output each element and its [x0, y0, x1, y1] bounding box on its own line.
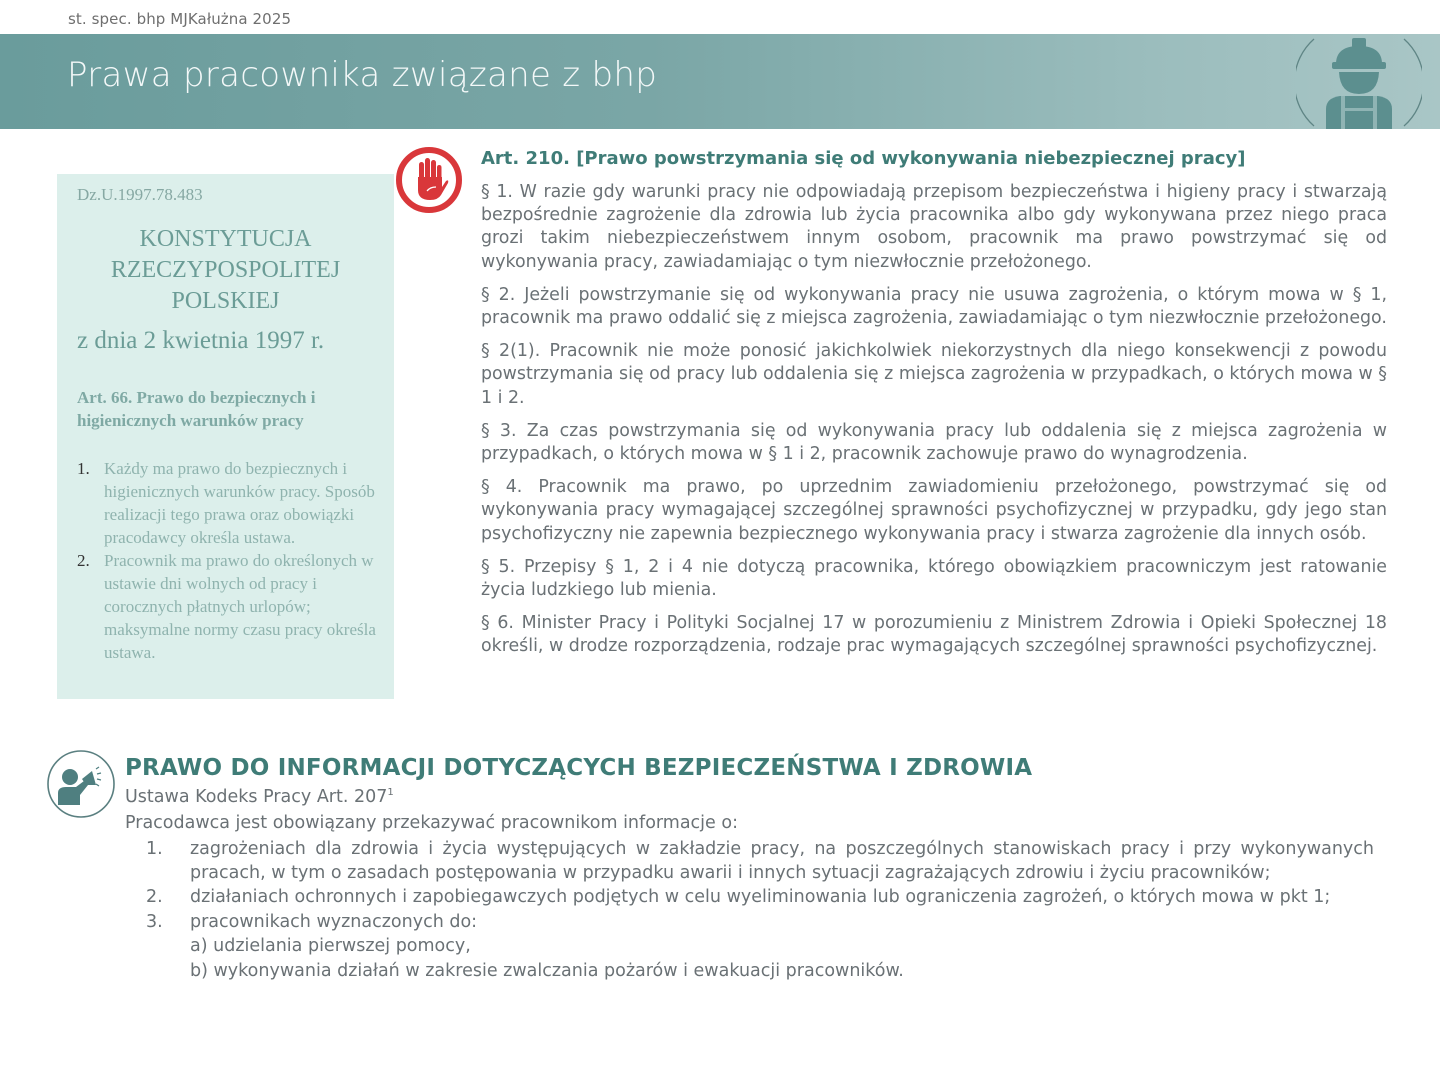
list-item [77, 457, 387, 549]
construction-worker-icon [1296, 34, 1422, 129]
constitution-excerpt [57, 174, 394, 699]
paragraph: § 1. W razie gdy warunki pracy nie odpowiadają przepisom bezpieczeństwa i higieny pracy i stwarzają bezpośrednie zagrożenie dla zdrowia lub życia pracownika albo gdy wykonywana przez niego praca grozi takim niebezpieczeństwem innym osobom, pracownik ma prawo powstrzymać się od wykonywania pracy, zawiadamiając o tym niezwłocznie przełożonego. [481, 182, 1387, 272]
paragraph: § 2(1). Pracownik nie może ponosić jakichkolwiek niekorzystnych dla niego konsekwencji z powodu powstrzymania się od pracy lub oddalenia się z miejsca zagrożenia w przypadkach, o których mowa w § 1 i 2. [481, 341, 1387, 408]
list-item [146, 838, 1374, 885]
title-banner [0, 34, 1440, 129]
source-text: Ustawa Kodeks Pracy Art. 207 [125, 787, 388, 807]
journal-reference: Dz.U.1997.78.483 [77, 185, 203, 204]
author-note: st. spec. bhp MJKałużna 2025 [68, 10, 292, 28]
list-item [77, 549, 387, 664]
stop-hand-icon [394, 145, 464, 215]
item-number: 1. [77, 459, 90, 478]
list-item [146, 911, 1374, 935]
information-section-title: PRAWO DO INFORMACJI DOTYCZĄCYCH BEZPIECZEŃSTWA I ZDROWIA [125, 755, 1033, 781]
item-text: działaniach ochronnych i zapobiegawczych podjętych w celu wyeliminowania lub ograniczenia zagrożeń, o których mowa w pkt 1; [190, 887, 1331, 907]
paragraph: § 2. Jeżeli powstrzymanie się od wykonywania pracy nie usuwa zagrożenia, o którym mowa w § 1, pracownik ma prawo oddalić się z miejsca zagrożenia, zawiadamiając o tym niezwłocznie przełożonego. [481, 284, 1387, 329]
item-text: zagrożeniach dla zdrowia i życia występujących w zakładzie pracy, na poszczególnych stanowiskach pracy i przy wykonywanych pracach, w tym o zasadach postępowania w przypadku awarii i innych sytuacji zagrażających zdrowiu i życiu pracowników; [190, 839, 1374, 883]
source-superscript: 1 [387, 787, 394, 799]
title-line: KONSTYTUCJA [139, 226, 312, 252]
article-210-body [481, 181, 1387, 669]
paragraph: § 5. Przepisy § 1, 2 i 4 nie dotyczą pracownika, którego obowiązkiem pracowniczym jest ratowanie życia ludzkiego lub mienia. [481, 556, 1387, 601]
megaphone-person-icon [46, 749, 116, 819]
paragraph: § 4. Pracownik ma prawo, po uprzednim zawiadomieniu przełożonego, powstrzymać się od wykonywania pracy wymagającej szczególnej sprawności psychofizycznej w przypadku, gdy jego stan psychofizyczny nie zapewnia bezpiecznego wykonywania pracy i stwarza zagrożenie dla innych osób. [481, 477, 1387, 544]
item-number: 3. [146, 911, 163, 932]
item-text: pracownikach wyznaczonych do: [190, 911, 478, 932]
title-line: RZECZYPOSPOLITEJ [110, 257, 341, 283]
information-intro: Pracodawca jest obowiązany przekazywać pracownikom informacje o: [125, 813, 738, 833]
sub-list-item: b) wykonywania działań w zakresie zwalczania pożarów i ewakuacji pracowników. [190, 960, 904, 981]
item-text: Każdy ma prawo do bezpiecznych i higienicznych warunków pracy. Sposób realizacji tego prawa oraz obowiązki pracodawcy określa ustawa. [104, 459, 375, 547]
item-number: 2. [146, 887, 163, 907]
sub-list-item: a) udzielania pierwszej pomocy, [190, 936, 471, 956]
paragraph: § 3. Za czas powstrzymania się od wykonywania pracy lub oddalenia się z miejsca zagrożenia w przypadkach, o których mowa w § 1 i 2, pracownik zachowuje prawo do wynagrodzenia. [481, 420, 1387, 465]
constitution-title [57, 224, 394, 317]
item-number: 2. [77, 551, 90, 570]
item-text: Pracownik ma prawo do określonych w ustawie dni wolnych od pracy i corocznych płatnych urlopów; maksymalne normy czasu pracy określa ustawa. [104, 551, 376, 662]
item-number: 1. [146, 839, 163, 859]
title-line: POLSKIEJ [171, 288, 280, 314]
information-source [125, 787, 394, 807]
article-66-heading: Art. 66. Prawo do bezpiecznych i higienicznych warunków pracy [77, 388, 316, 430]
article-66-list [77, 457, 387, 664]
list-item [146, 886, 1374, 910]
constitution-date: z dnia 2 kwietnia 1997 r. [77, 327, 325, 354]
paragraph: § 6. Minister Pracy i Polityki Socjalnej 17 w porozumieniu z Ministrem Zdrowia i Opieki Społecznej 18 określi, w drodze rozporządzenia, rodzaje prac wymagających szczególnej sprawności psychofizycznej. [481, 613, 1387, 657]
article-210-title: Art. 210. [Prawo powstrzymania się od wykonywania niebezpiecznej pracy] [481, 148, 1246, 169]
information-list [146, 838, 1374, 983]
page-title: Prawa pracownika związane z bhp [67, 55, 658, 95]
